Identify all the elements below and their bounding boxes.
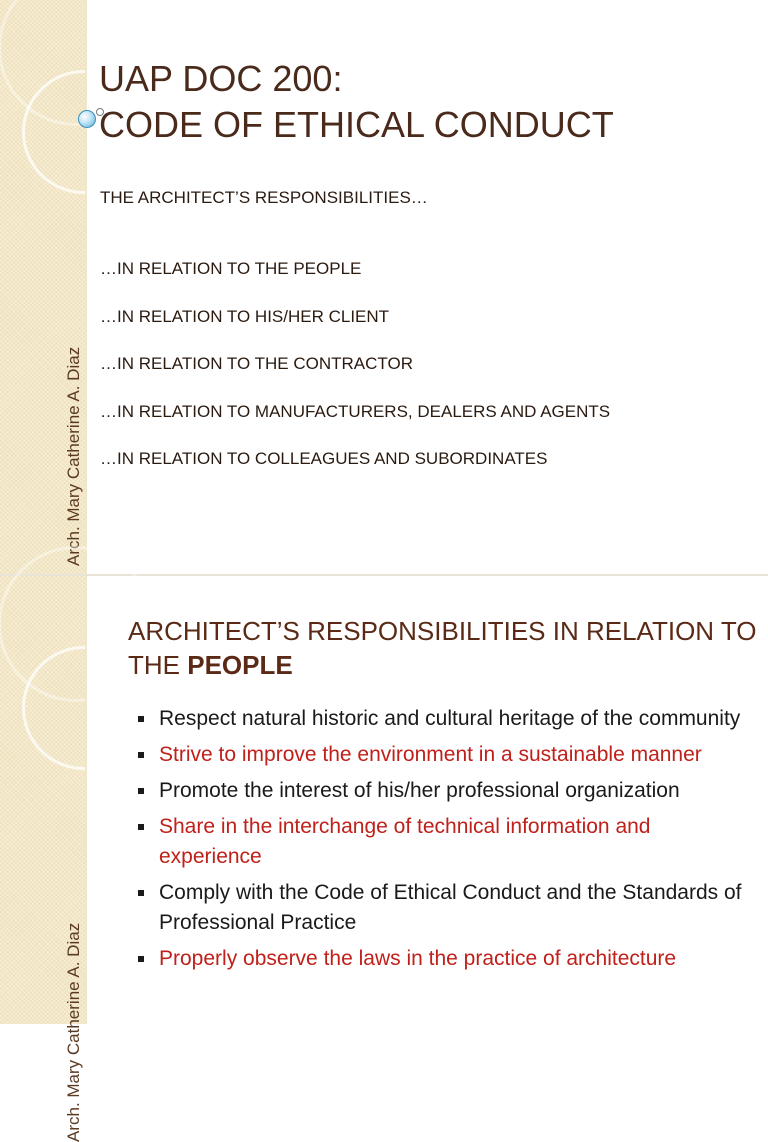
relations-list <box>100 258 610 496</box>
sidebar-pattern <box>0 576 85 1142</box>
bullet-text: Promote the interest of his/her professional organization <box>159 779 680 802</box>
heading-emphasis: PEOPLE <box>187 650 293 680</box>
sidebar-divider <box>85 576 87 1024</box>
bullet-text: Share in the interchange of technical information and experience <box>159 815 651 868</box>
list-item <box>138 776 758 806</box>
list-item: …IN RELATION TO COLLEAGUES AND SUBORDINATES <box>100 449 548 468</box>
list-item: …IN RELATION TO HIS/HER CLIENT <box>100 306 390 326</box>
title-line-1: UAP DOC 200: <box>99 58 343 99</box>
list-item <box>138 704 758 734</box>
list-item <box>138 878 758 938</box>
author-credit: Arch. Mary Catherine A. Diaz <box>64 922 83 1142</box>
bullet-text: Strive to improve the environment in a sustainable manner <box>159 743 702 766</box>
bullet-list <box>138 704 758 980</box>
bullet-text: Properly observe the laws in the practice of architecture <box>159 947 677 970</box>
sidebar-divider <box>85 0 87 574</box>
square-bullet-icon <box>138 824 144 830</box>
square-bullet-icon <box>138 752 144 758</box>
square-bullet-icon <box>138 890 144 896</box>
square-bullet-icon <box>138 956 144 962</box>
title-line-2: CODE OF ETHICAL CONDUCT <box>99 104 614 145</box>
square-bullet-icon <box>138 716 144 722</box>
page-title <box>99 56 614 148</box>
heading-text: ARCHITECT’S RESPONSIBILITIES IN RELATION TO THE <box>128 616 757 680</box>
slide-2 <box>0 576 768 1142</box>
square-bullet-icon <box>138 788 144 794</box>
list-item: …IN RELATION TO THE PEOPLE <box>100 259 362 278</box>
slide-heading <box>128 614 758 682</box>
list-item: …IN RELATION TO THE CONTRACTOR <box>100 354 413 373</box>
author-credit: Arch. Mary Catherine A. Diaz <box>64 346 83 566</box>
sidebar-pattern <box>0 0 85 574</box>
list-item <box>138 740 758 770</box>
bullet-text: Respect natural historic and cultural heritage of the community <box>159 707 741 730</box>
subheading: THE ARCHITECT’S RESPONSIBILITIES… <box>100 188 428 207</box>
bullet-text: Comply with the Code of Ethical Conduct and the Standards of Professional Practice <box>159 881 742 934</box>
list-item <box>138 812 758 872</box>
bubble-icon <box>78 110 96 128</box>
list-item: …IN RELATION TO MANUFACTURERS, DEALERS AND AGENTS <box>100 401 611 421</box>
list-item <box>138 944 758 974</box>
